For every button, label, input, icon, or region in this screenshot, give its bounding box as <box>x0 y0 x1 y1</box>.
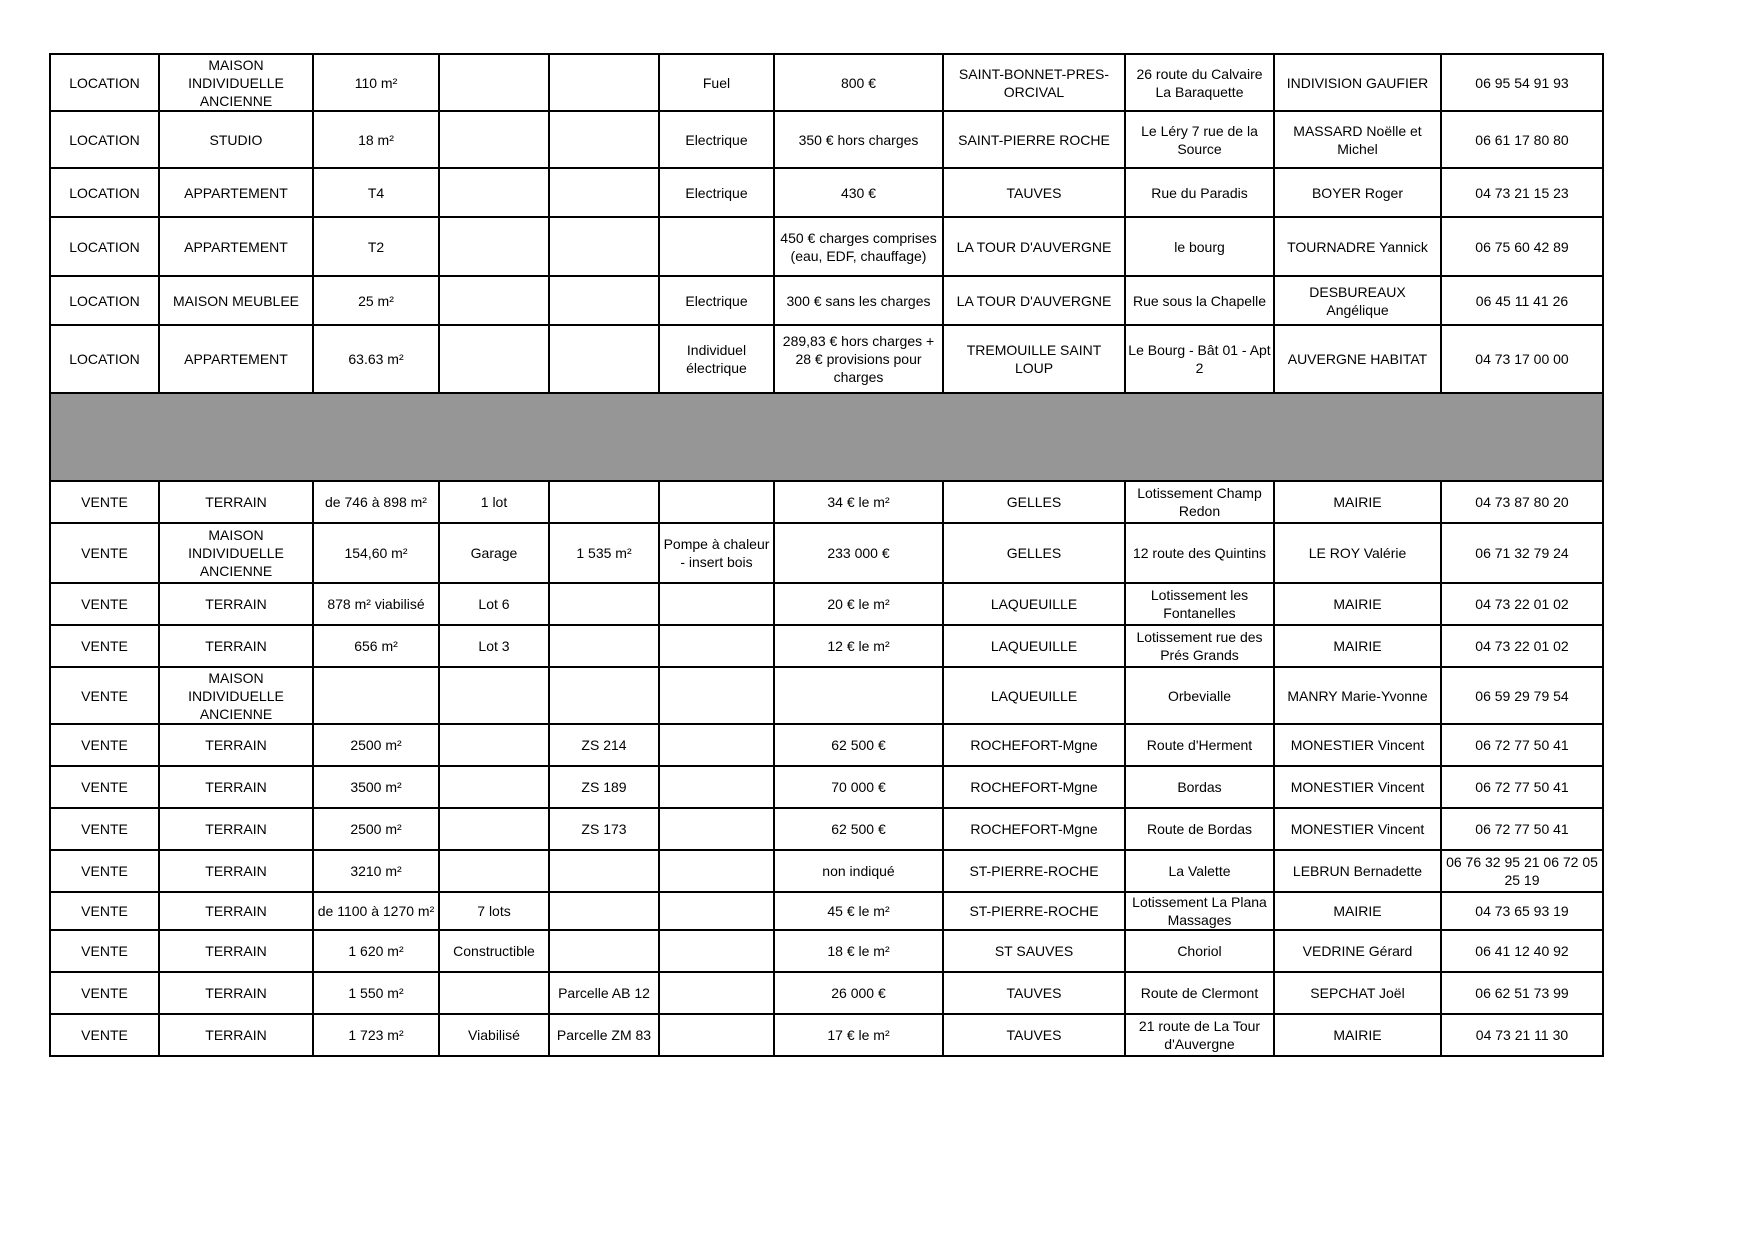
property-type-cell: APPARTEMENT <box>159 325 313 393</box>
detail-cell <box>439 808 549 850</box>
surface-cell: 2500 m² <box>313 724 439 766</box>
owner-cell: MAIRIE <box>1274 481 1441 523</box>
phone-cell: 04 73 21 15 23 <box>1441 168 1603 217</box>
commune-cell: GELLES <box>943 523 1125 583</box>
property-type-cell: MAISON INDIVIDUELLE ANCIENNE <box>159 667 313 724</box>
surface-cell: 63.63 m² <box>313 325 439 393</box>
address-cell: Bordas <box>1125 766 1274 808</box>
phone-cell: 06 75 60 42 89 <box>1441 217 1603 276</box>
property-type-cell: TERRAIN <box>159 930 313 972</box>
commune-cell: ROCHEFORT-Mgne <box>943 766 1125 808</box>
transaction-type-cell: LOCATION <box>50 168 159 217</box>
listings-sheet <box>49 53 1604 1057</box>
commune-cell: LAQUEUILLE <box>943 583 1125 625</box>
property-type-cell: MAISON INDIVIDUELLE ANCIENNE <box>159 54 313 111</box>
detail-cell <box>439 54 549 111</box>
price-cell <box>774 667 943 724</box>
address-cell: Lotissement Champ Redon <box>1125 481 1274 523</box>
price-cell: 62 500 € <box>774 724 943 766</box>
phone-cell: 06 72 77 50 41 <box>1441 724 1603 766</box>
owner-cell: MAIRIE <box>1274 625 1441 667</box>
property-type-cell: TERRAIN <box>159 850 313 892</box>
price-cell: 450 € charges comprises (eau, EDF, chauffage) <box>774 217 943 276</box>
location-row <box>50 111 1603 168</box>
address-cell: Rue sous la Chapelle <box>1125 276 1274 325</box>
phone-cell: 06 45 11 41 26 <box>1441 276 1603 325</box>
detail-cell: Viabilisé <box>439 1014 549 1056</box>
detail-cell <box>439 972 549 1014</box>
commune-cell: SAINT-BONNET-PRES-ORCIVAL <box>943 54 1125 111</box>
phone-cell: 04 73 22 01 02 <box>1441 583 1603 625</box>
separator-cell <box>1274 393 1441 481</box>
surface-cell: 2500 m² <box>313 808 439 850</box>
parcel-cell: Parcelle AB 12 <box>549 972 659 1014</box>
detail-cell <box>439 276 549 325</box>
address-cell: Orbevialle <box>1125 667 1274 724</box>
address-cell: Rue du Paradis <box>1125 168 1274 217</box>
phone-cell: 06 76 32 95 21 06 72 05 25 19 <box>1441 850 1603 892</box>
location-row <box>50 54 1603 111</box>
detail-cell <box>439 766 549 808</box>
transaction-type-cell: VENTE <box>50 766 159 808</box>
property-type-cell: TERRAIN <box>159 766 313 808</box>
parcel-cell <box>549 325 659 393</box>
commune-cell: ROCHEFORT-Mgne <box>943 808 1125 850</box>
price-cell: 70 000 € <box>774 766 943 808</box>
separator-cell <box>1441 393 1603 481</box>
address-cell: Choriol <box>1125 930 1274 972</box>
parcel-cell <box>549 850 659 892</box>
surface-cell: 25 m² <box>313 276 439 325</box>
surface-cell: T4 <box>313 168 439 217</box>
transaction-type-cell: LOCATION <box>50 325 159 393</box>
surface-cell: de 746 à 898 m² <box>313 481 439 523</box>
transaction-type-cell: VENTE <box>50 930 159 972</box>
separator-cell <box>439 393 549 481</box>
surface-cell: 3500 m² <box>313 766 439 808</box>
sale-row <box>50 850 1603 892</box>
transaction-type-cell: VENTE <box>50 481 159 523</box>
detail-cell <box>439 217 549 276</box>
transaction-type-cell: VENTE <box>50 892 159 930</box>
owner-cell: INDIVISION GAUFIER <box>1274 54 1441 111</box>
price-cell: 62 500 € <box>774 808 943 850</box>
sale-row <box>50 1014 1603 1056</box>
address-cell: Route de Bordas <box>1125 808 1274 850</box>
separator-cell <box>774 393 943 481</box>
commune-cell: TAUVES <box>943 972 1125 1014</box>
detail-cell: 1 lot <box>439 481 549 523</box>
heating-cell <box>659 625 774 667</box>
transaction-type-cell: VENTE <box>50 850 159 892</box>
parcel-cell <box>549 111 659 168</box>
owner-cell: MANRY Marie-Yvonne <box>1274 667 1441 724</box>
transaction-type-cell: LOCATION <box>50 217 159 276</box>
detail-cell: Garage <box>439 523 549 583</box>
phone-cell: 04 73 22 01 02 <box>1441 625 1603 667</box>
detail-cell <box>439 325 549 393</box>
separator-cell <box>50 393 159 481</box>
commune-cell: SAINT-PIERRE ROCHE <box>943 111 1125 168</box>
detail-cell <box>439 111 549 168</box>
sale-row <box>50 481 1603 523</box>
phone-cell: 06 72 77 50 41 <box>1441 766 1603 808</box>
price-cell: 34 € le m² <box>774 481 943 523</box>
parcel-cell <box>549 930 659 972</box>
detail-cell <box>439 667 549 724</box>
heating-cell: Electrique <box>659 111 774 168</box>
parcel-cell <box>549 54 659 111</box>
price-cell: 300 € sans les charges <box>774 276 943 325</box>
commune-cell: LAQUEUILLE <box>943 625 1125 667</box>
surface-cell: 656 m² <box>313 625 439 667</box>
price-cell: 800 € <box>774 54 943 111</box>
location-row <box>50 276 1603 325</box>
commune-cell: ROCHEFORT-Mgne <box>943 724 1125 766</box>
owner-cell: LEBRUN Bernadette <box>1274 850 1441 892</box>
price-cell: 26 000 € <box>774 972 943 1014</box>
commune-cell: GELLES <box>943 481 1125 523</box>
heating-cell <box>659 850 774 892</box>
heating-cell <box>659 481 774 523</box>
sale-row <box>50 583 1603 625</box>
address-cell: le bourg <box>1125 217 1274 276</box>
surface-cell: 1 550 m² <box>313 972 439 1014</box>
sale-row <box>50 766 1603 808</box>
heating-cell: Fuel <box>659 54 774 111</box>
phone-cell: 06 95 54 91 93 <box>1441 54 1603 111</box>
heating-cell <box>659 892 774 930</box>
parcel-cell <box>549 892 659 930</box>
parcel-cell <box>549 168 659 217</box>
phone-cell: 04 73 87 80 20 <box>1441 481 1603 523</box>
price-cell: non indiqué <box>774 850 943 892</box>
heating-cell <box>659 766 774 808</box>
sale-row <box>50 724 1603 766</box>
parcel-cell: Parcelle ZM 83 <box>549 1014 659 1056</box>
transaction-type-cell: LOCATION <box>50 276 159 325</box>
owner-cell: MAIRIE <box>1274 583 1441 625</box>
heating-cell <box>659 1014 774 1056</box>
separator-cell <box>943 393 1125 481</box>
address-cell: Lotissement les Fontanelles <box>1125 583 1274 625</box>
heating-cell <box>659 583 774 625</box>
heating-cell: Electrique <box>659 168 774 217</box>
owner-cell: DESBUREAUX Angélique <box>1274 276 1441 325</box>
sale-row <box>50 892 1603 930</box>
separator-cell <box>549 393 659 481</box>
property-type-cell: TERRAIN <box>159 481 313 523</box>
parcel-cell <box>549 667 659 724</box>
phone-cell: 06 41 12 40 92 <box>1441 930 1603 972</box>
address-cell: Lotissement La Plana Massages <box>1125 892 1274 930</box>
heating-cell <box>659 808 774 850</box>
commune-cell: LAQUEUILLE <box>943 667 1125 724</box>
phone-cell: 04 73 21 11 30 <box>1441 1014 1603 1056</box>
transaction-type-cell: LOCATION <box>50 54 159 111</box>
sale-row <box>50 972 1603 1014</box>
detail-cell: Lot 6 <box>439 583 549 625</box>
property-type-cell: TERRAIN <box>159 892 313 930</box>
address-cell: Le Bourg - Bât 01 - Apt 2 <box>1125 325 1274 393</box>
owner-cell: MASSARD Noëlle et Michel <box>1274 111 1441 168</box>
transaction-type-cell: VENTE <box>50 523 159 583</box>
property-type-cell: MAISON MEUBLEE <box>159 276 313 325</box>
surface-cell <box>313 667 439 724</box>
commune-cell: TAUVES <box>943 168 1125 217</box>
owner-cell: SEPCHAT Joël <box>1274 972 1441 1014</box>
owner-cell: VEDRINE Gérard <box>1274 930 1441 972</box>
property-type-cell: TERRAIN <box>159 724 313 766</box>
commune-cell: ST-PIERRE-ROCHE <box>943 850 1125 892</box>
sale-row <box>50 808 1603 850</box>
transaction-type-cell: VENTE <box>50 583 159 625</box>
property-type-cell: APPARTEMENT <box>159 217 313 276</box>
detail-cell: Constructible <box>439 930 549 972</box>
heating-cell: Individuel électrique <box>659 325 774 393</box>
detail-cell: Lot 3 <box>439 625 549 667</box>
sale-row <box>50 625 1603 667</box>
address-cell: Le Léry 7 rue de la Source <box>1125 111 1274 168</box>
property-type-cell: STUDIO <box>159 111 313 168</box>
price-cell: 233 000 € <box>774 523 943 583</box>
owner-cell: LE ROY Valérie <box>1274 523 1441 583</box>
heating-cell <box>659 667 774 724</box>
address-cell: Lotissement rue des Prés Grands <box>1125 625 1274 667</box>
sale-row <box>50 667 1603 724</box>
location-row <box>50 168 1603 217</box>
surface-cell: 154,60 m² <box>313 523 439 583</box>
commune-cell: TREMOUILLE SAINT LOUP <box>943 325 1125 393</box>
transaction-type-cell: VENTE <box>50 808 159 850</box>
detail-cell <box>439 724 549 766</box>
property-type-cell: TERRAIN <box>159 808 313 850</box>
price-cell: 45 € le m² <box>774 892 943 930</box>
separator-cell <box>313 393 439 481</box>
sale-row <box>50 930 1603 972</box>
price-cell: 12 € le m² <box>774 625 943 667</box>
owner-cell: AUVERGNE HABITAT <box>1274 325 1441 393</box>
phone-cell: 06 62 51 73 99 <box>1441 972 1603 1014</box>
parcel-cell: ZS 214 <box>549 724 659 766</box>
parcel-cell <box>549 625 659 667</box>
transaction-type-cell: VENTE <box>50 1014 159 1056</box>
phone-cell: 04 73 65 93 19 <box>1441 892 1603 930</box>
owner-cell: MONESTIER Vincent <box>1274 808 1441 850</box>
heating-cell: Electrique <box>659 276 774 325</box>
address-cell: Route d'Herment <box>1125 724 1274 766</box>
detail-cell: 7 lots <box>439 892 549 930</box>
commune-cell: ST-PIERRE-ROCHE <box>943 892 1125 930</box>
price-cell: 20 € le m² <box>774 583 943 625</box>
detail-cell <box>439 168 549 217</box>
surface-cell: de 1100 à 1270 m² <box>313 892 439 930</box>
parcel-cell <box>549 276 659 325</box>
location-row <box>50 325 1603 393</box>
property-type-cell: MAISON INDIVIDUELLE ANCIENNE <box>159 523 313 583</box>
owner-cell: MAIRIE <box>1274 892 1441 930</box>
phone-cell: 06 61 17 80 80 <box>1441 111 1603 168</box>
parcel-cell <box>549 583 659 625</box>
property-type-cell: TERRAIN <box>159 625 313 667</box>
owner-cell: BOYER Roger <box>1274 168 1441 217</box>
transaction-type-cell: VENTE <box>50 625 159 667</box>
surface-cell: 1 620 m² <box>313 930 439 972</box>
heating-cell: Pompe à chaleur - insert bois <box>659 523 774 583</box>
property-type-cell: TERRAIN <box>159 972 313 1014</box>
transaction-type-cell: LOCATION <box>50 111 159 168</box>
transaction-type-cell: VENTE <box>50 724 159 766</box>
commune-cell: LA TOUR D'AUVERGNE <box>943 217 1125 276</box>
phone-cell: 06 72 77 50 41 <box>1441 808 1603 850</box>
parcel-cell <box>549 481 659 523</box>
parcel-cell <box>549 217 659 276</box>
heating-cell <box>659 724 774 766</box>
address-cell: Route de Clermont <box>1125 972 1274 1014</box>
separator-cell <box>1125 393 1274 481</box>
heating-cell <box>659 930 774 972</box>
address-cell: 12 route des Quintins <box>1125 523 1274 583</box>
property-type-cell: TERRAIN <box>159 1014 313 1056</box>
transaction-type-cell: VENTE <box>50 972 159 1014</box>
surface-cell: T2 <box>313 217 439 276</box>
address-cell: 21 route de La Tour d'Auvergne <box>1125 1014 1274 1056</box>
price-cell: 350 € hors charges <box>774 111 943 168</box>
address-cell: 26 route du Calvaire La Baraquette <box>1125 54 1274 111</box>
parcel-cell: ZS 173 <box>549 808 659 850</box>
owner-cell: MAIRIE <box>1274 1014 1441 1056</box>
separator-cell <box>159 393 313 481</box>
owner-cell: TOURNADRE Yannick <box>1274 217 1441 276</box>
surface-cell: 18 m² <box>313 111 439 168</box>
sale-row <box>50 523 1603 583</box>
surface-cell: 878 m² viabilisé <box>313 583 439 625</box>
property-type-cell: TERRAIN <box>159 583 313 625</box>
price-cell: 17 € le m² <box>774 1014 943 1056</box>
price-cell: 18 € le m² <box>774 930 943 972</box>
section-separator <box>50 393 1603 481</box>
address-cell: La Valette <box>1125 850 1274 892</box>
phone-cell: 06 59 29 79 54 <box>1441 667 1603 724</box>
parcel-cell: 1 535 m² <box>549 523 659 583</box>
separator-cell <box>659 393 774 481</box>
owner-cell: MONESTIER Vincent <box>1274 724 1441 766</box>
price-cell: 289,83 € hors charges + 28 € provisions pour charges <box>774 325 943 393</box>
transaction-type-cell: VENTE <box>50 667 159 724</box>
heating-cell <box>659 972 774 1014</box>
phone-cell: 06 71 32 79 24 <box>1441 523 1603 583</box>
heating-cell <box>659 217 774 276</box>
listings-table <box>49 53 1604 1057</box>
location-row <box>50 217 1603 276</box>
price-cell: 430 € <box>774 168 943 217</box>
owner-cell: MONESTIER Vincent <box>1274 766 1441 808</box>
surface-cell: 1 723 m² <box>313 1014 439 1056</box>
surface-cell: 3210 m² <box>313 850 439 892</box>
commune-cell: LA TOUR D'AUVERGNE <box>943 276 1125 325</box>
parcel-cell: ZS 189 <box>549 766 659 808</box>
detail-cell <box>439 850 549 892</box>
commune-cell: ST SAUVES <box>943 930 1125 972</box>
commune-cell: TAUVES <box>943 1014 1125 1056</box>
phone-cell: 04 73 17 00 00 <box>1441 325 1603 393</box>
surface-cell: 110 m² <box>313 54 439 111</box>
property-type-cell: APPARTEMENT <box>159 168 313 217</box>
